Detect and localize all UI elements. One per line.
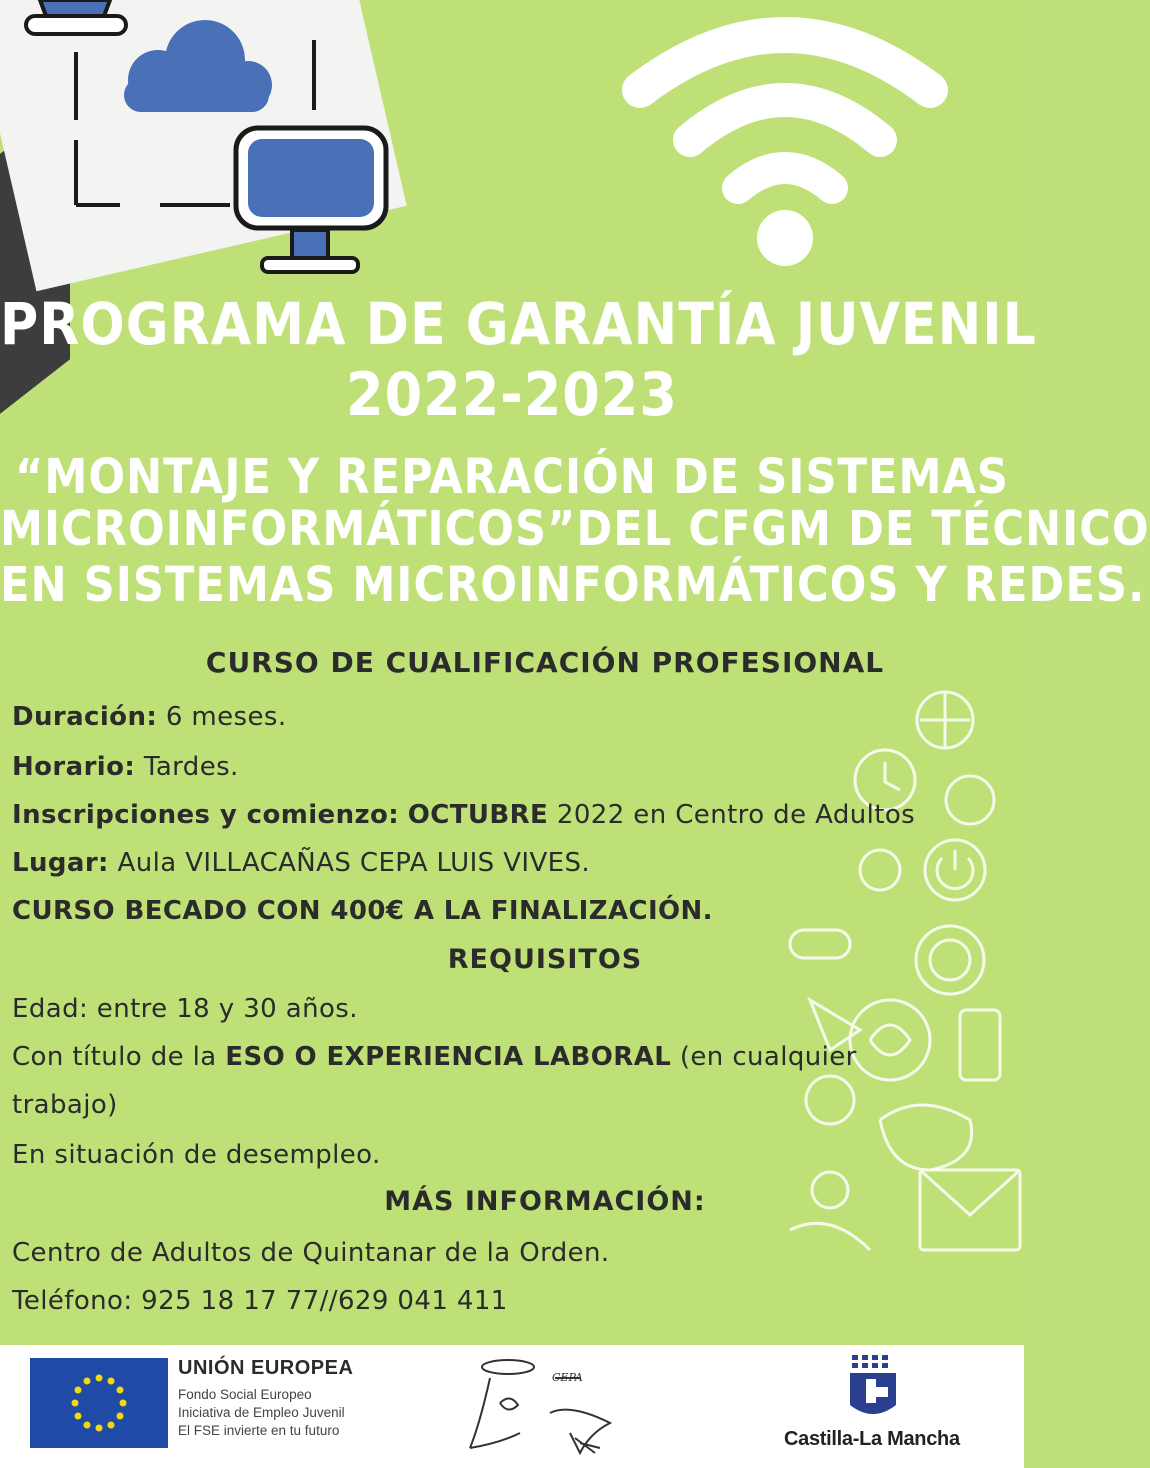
footer-logos bbox=[0, 1345, 1024, 1468]
requirement-age: Edad: entre 18 y 30 años. bbox=[12, 994, 358, 1024]
castilla-la-mancha-emblem-icon bbox=[846, 1353, 900, 1425]
eu-line-2: Iniciativa de Empleo Juvenil bbox=[178, 1405, 345, 1420]
eu-line-1: Fondo Social Europeo bbox=[178, 1387, 312, 1402]
enrollment-row bbox=[12, 800, 915, 830]
monitor-icon bbox=[236, 128, 386, 272]
network-illustration bbox=[0, 0, 420, 300]
castilla-la-mancha-label: Castilla-La Mancha bbox=[784, 1428, 960, 1450]
requirement-education-cont: trabajo) bbox=[12, 1090, 118, 1120]
place-value: Aula VILLACAÑAS CEPA LUIS VIVES. bbox=[117, 848, 591, 878]
course-title-line-2: MICROINFORMÁTICOS”DEL CFGM DE TÉCNICO bbox=[0, 501, 1150, 557]
enrollment-label: Inscripciones y comienzo: bbox=[12, 800, 400, 830]
server-icon bbox=[26, 16, 126, 34]
more-info-heading: MÁS INFORMACIÓN: bbox=[384, 1186, 706, 1217]
info-phone: Teléfono: 925 18 17 77//629 041 411 bbox=[12, 1286, 508, 1316]
duration-label: Duración: bbox=[12, 702, 158, 732]
course-title-line-3: EN SISTEMAS MICROINFORMÁTICOS Y REDES. bbox=[0, 557, 1146, 613]
course-heading: CURSO DE CUALIFICACIÓN PROFESIONAL bbox=[205, 646, 885, 679]
schedule-label: Horario: bbox=[12, 752, 136, 782]
enrollment-month: OCTUBRE bbox=[407, 800, 549, 830]
enrollment-detail: 2022 en Centro de Adultos bbox=[556, 800, 916, 830]
scholarship-note: CURSO BECADO CON 400€ A LA FINALIZACIÓN. bbox=[12, 896, 713, 926]
requirements-heading: REQUISITOS bbox=[447, 944, 643, 975]
requirement-education bbox=[12, 1042, 857, 1072]
schedule-value: Tardes. bbox=[143, 752, 239, 782]
wifi-icon bbox=[610, 20, 970, 280]
place-row bbox=[12, 848, 590, 878]
place-label: Lugar: bbox=[12, 848, 109, 878]
program-title: PROGRAMA DE GARANTÍA JUVENIL bbox=[0, 290, 1037, 358]
schedule-row bbox=[12, 752, 239, 782]
duration-row bbox=[12, 702, 287, 732]
eu-line-3: El FSE invierte en tu futuro bbox=[178, 1423, 340, 1438]
requirement-education-prefix: Con título de la bbox=[12, 1042, 217, 1072]
cloud-icon bbox=[124, 20, 272, 112]
eu-flag-icon bbox=[30, 1358, 168, 1448]
eu-stars bbox=[30, 1358, 168, 1448]
requirement-education-bold: ESO O EXPERIENCIA LABORAL bbox=[225, 1042, 672, 1072]
program-year: 2022-2023 bbox=[346, 360, 678, 430]
svg-text:CEPA: CEPA bbox=[552, 1371, 583, 1384]
requirement-education-suffix: (en cualquier bbox=[679, 1042, 857, 1072]
duration-value: 6 meses. bbox=[165, 702, 287, 732]
info-center: Centro de Adultos de Quintanar de la Orden. bbox=[12, 1238, 610, 1268]
cepa-logo-icon bbox=[460, 1353, 630, 1461]
requirement-unemployed: En situación de desempleo. bbox=[12, 1140, 381, 1170]
eu-title: UNIÓN EUROPEA bbox=[178, 1357, 354, 1379]
course-title-line-1: “MONTAJE Y REPARACIÓN DE SISTEMAS bbox=[14, 449, 1010, 505]
